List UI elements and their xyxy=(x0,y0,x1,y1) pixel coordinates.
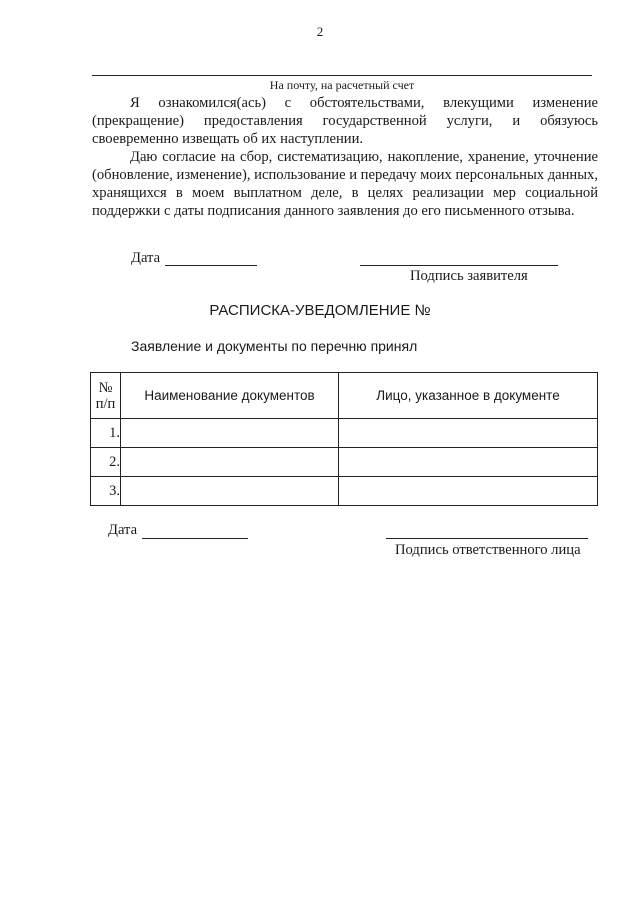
applicant-signature-field[interactable] xyxy=(360,265,558,266)
official-date-field[interactable] xyxy=(142,538,248,539)
table-row xyxy=(91,419,598,448)
header-person: Лицо, указанное в документе xyxy=(339,373,598,419)
receipt-title: РАСПИСКА-УВЕДОМЛЕНИЕ № xyxy=(209,302,431,319)
applicant-date-label: Дата xyxy=(131,250,161,266)
row-document-name-cell[interactable] xyxy=(121,448,339,477)
official-date-label: Дата xyxy=(108,522,138,538)
header-document-name: Наименование документов xyxy=(121,373,339,419)
table-row xyxy=(91,477,598,506)
row-person-cell[interactable] xyxy=(339,477,598,506)
row-person-cell[interactable] xyxy=(339,448,598,477)
page-number: 2 xyxy=(316,24,324,39)
row-document-name-cell[interactable] xyxy=(121,419,339,448)
applicant-date-field[interactable] xyxy=(165,265,257,266)
documents-table xyxy=(90,372,598,506)
row-person-cell[interactable] xyxy=(339,419,598,448)
table-header-row xyxy=(91,373,598,419)
row-number: 3. xyxy=(91,477,121,506)
table-row xyxy=(91,448,598,477)
row-document-name-cell[interactable] xyxy=(121,477,339,506)
acknowledgement-paragraph: Я ознакомился(ась) с обстоятельствами, влекущими изменение (прекращение) предоставления государственной услуги, и обязуюсь своевременно извещать об их наступлении. xyxy=(92,95,598,147)
delivery-method-underline xyxy=(92,75,592,76)
accepted-documents-text: Заявление и документы по перечню принял xyxy=(131,338,418,354)
row-number: 1. xyxy=(91,419,121,448)
official-signature-field[interactable] xyxy=(386,538,588,539)
row-number: 2. xyxy=(91,448,121,477)
delivery-method-caption: На почту, на расчетный счет xyxy=(269,78,415,92)
consent-paragraph: Даю согласие на сбор, систематизацию, накопление, хранение, уточнение (обновление, изменение), использование и передачу моих персональных данных, хранящихся в моем выплатном деле, в целях реализации мер социальной поддержки с даты подписания данного заявления до его письменного отзыва. xyxy=(92,149,598,219)
applicant-signature-label: Подпись заявителя xyxy=(410,268,528,284)
official-signature-label: Подпись ответственного лица xyxy=(395,542,581,558)
header-number: № п/п xyxy=(91,373,121,419)
